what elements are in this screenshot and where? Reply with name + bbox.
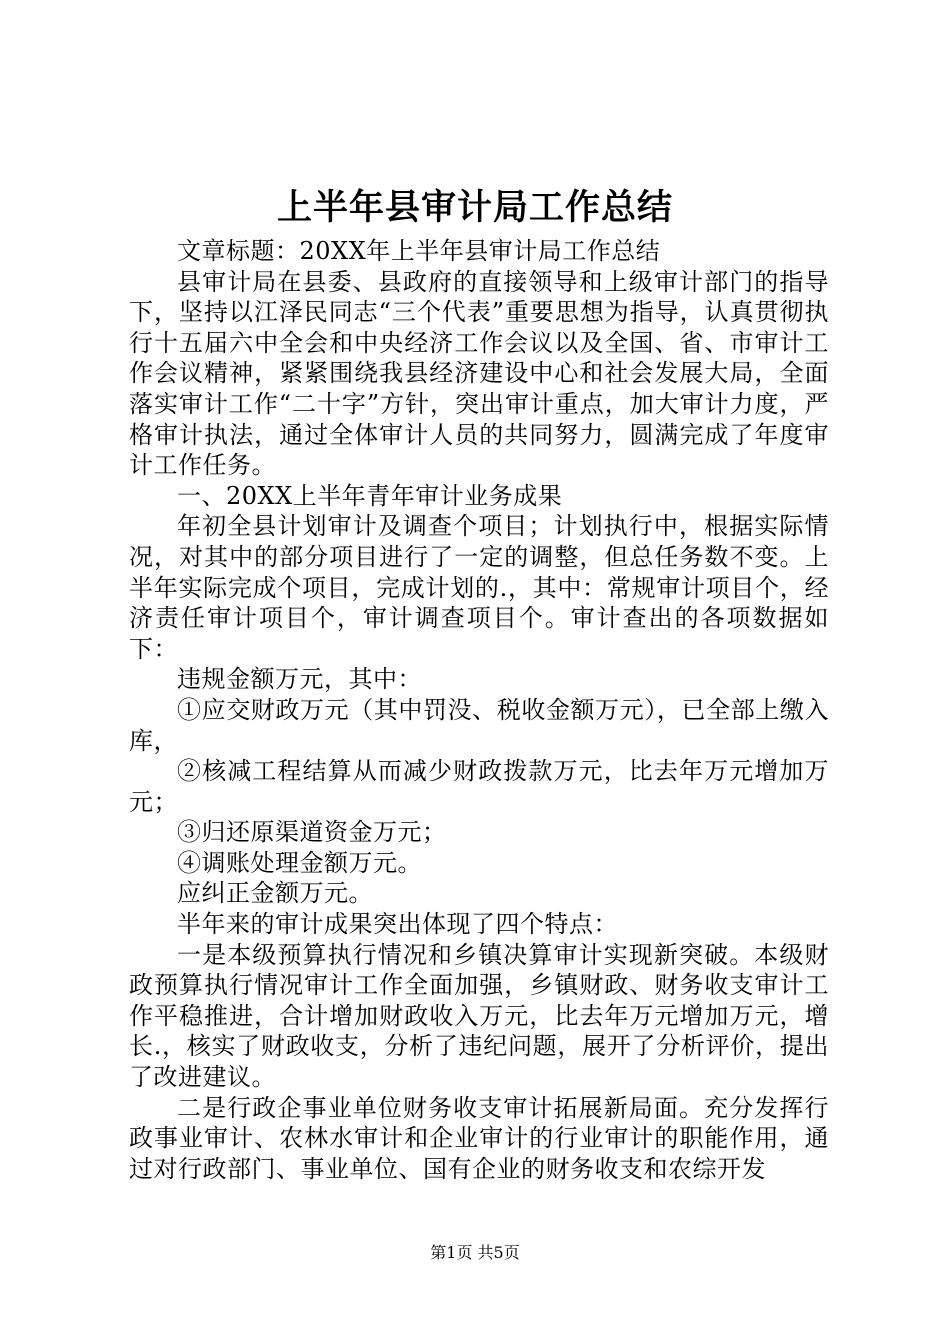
document-body	[129, 236, 829, 1184]
paragraph-features-intro: 半年来的审计成果突出体现了四个特点：	[177, 910, 618, 939]
paragraph-plan: 年初全县计划审计及调查个项目；计划执行中，根据实际情况，对其中的部分项目进行了一定的调整，但总任务数不变。上半年实际完成个项目，完成计划的.，其中：常规审计项目个，经济责任审计项目个，审计调查项目个。审计查出的各项数据如下：	[129, 512, 829, 663]
page-number-footer: 第1页 共5页	[430, 1243, 520, 1262]
document-title: 上半年县审计局工作总结	[276, 187, 673, 228]
paragraph-feature-1: 一是本级预算执行情况和乡镇决算审计实现新突破。本级财政预算执行情况审计工作全面加强，乡镇财政、财务收支审计工作平稳推进，合计增加财政收入万元，比去年万元增加万元，增长.，核实了财政收支，分析了违纪问题，展开了分析评价，提出了改进建议。	[129, 940, 829, 1092]
paragraph-feature-2: 二是行政企事业单位财务收支审计拓展新局面。充分发挥行政事业审计、农林水审计和企业审计的行业审计的职能作用，通过对行政部门、事业单位、国有企业的财务收支和农综开发	[129, 1093, 829, 1183]
paragraph-correction-amount: 应纠正金额万元。	[177, 879, 373, 908]
paragraph-violation-amount: 违规金额万元，其中：	[177, 665, 422, 694]
list-item-4: ④调账处理金额万元。	[177, 848, 422, 877]
list-item-2: ②核减工程结算从而减少财政拨款万元，比去年万元增加万元；	[129, 757, 829, 816]
list-item-3: ③归还原渠道资金万元；	[177, 818, 447, 847]
section-heading-1: 一、20XX上半年青年审计业务成果	[177, 481, 563, 510]
paragraph-intro: 县审计局在县委、县政府的直接领导和上级审计部门的指导下，坚持以江泽民同志“三个代表”重要思想为指导，认真贯彻执行十五届六中全会和中央经济工作会议以及全国、省、市审计工作会议精神，紧紧围绕我县经济建设中心和社会发展大局，全面落实审计工作“二十字”方针，突出审计重点，加大审计力度，严格审计执法，通过全体审计人员的共同努力，圆满完成了年度审计工作任务。	[129, 267, 829, 480]
list-item-1: ①应交财政万元（其中罚没、税收金额万元），已全部上缴入库，	[129, 695, 829, 755]
paragraph-article-title: 文章标题：20XX年上半年县审计局工作总结	[177, 237, 661, 265]
